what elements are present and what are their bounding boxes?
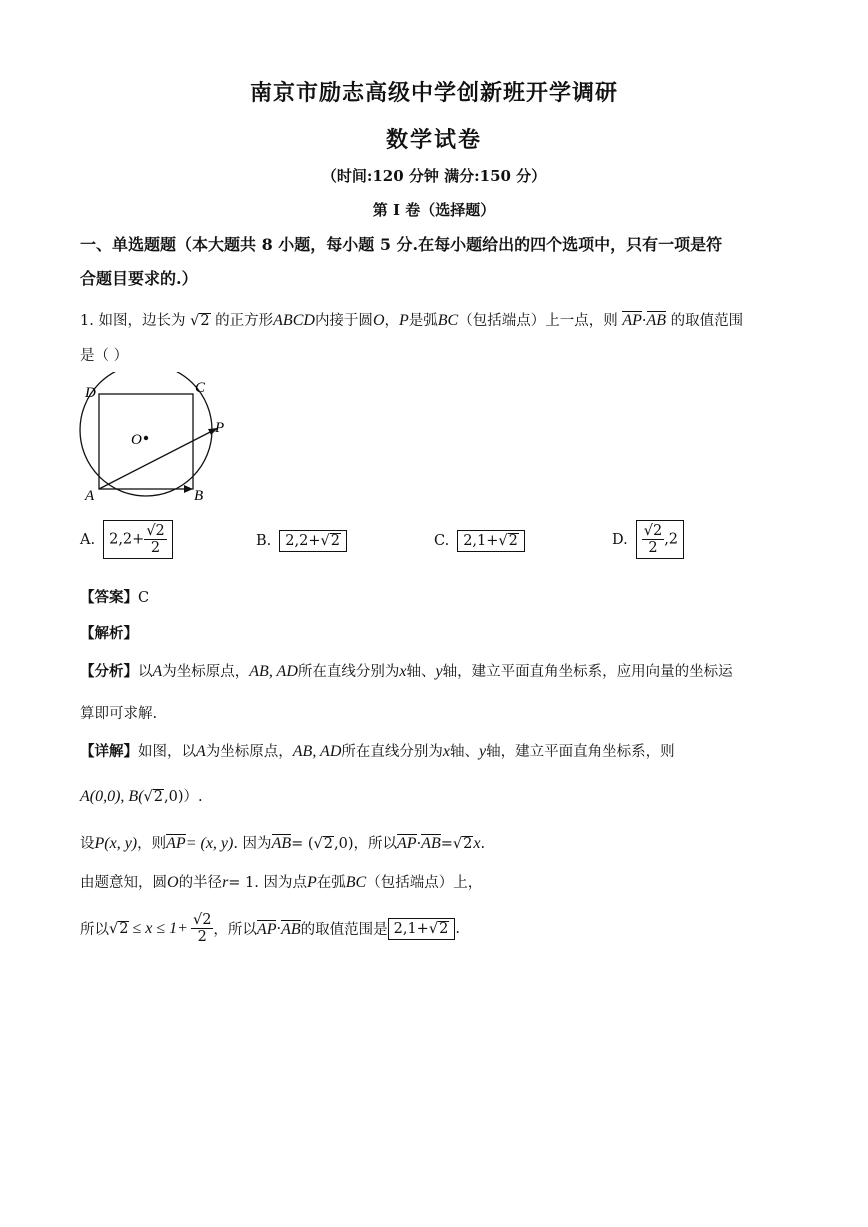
xiangjie-line1: 【详解】如图，以A为坐标原点，AB, AD所在直线分别为x轴、y轴，建立平面直角坐标系，则: [80, 743, 675, 760]
square-abcd: [99, 394, 193, 489]
label-o: O: [131, 432, 142, 448]
fenxi-line2: 算即可求解.: [80, 706, 158, 722]
arrowhead-b: [184, 485, 193, 493]
circle-o: [80, 372, 212, 496]
section-heading-line1: 一、单选题题（本大题共 8 小题，每小题 5 分.在每小题给出的四个选项中，只有一项是符: [80, 235, 723, 254]
circle-square-diagram: [76, 372, 246, 507]
vector-ab: AB: [646, 312, 667, 329]
analysis-label: 【解析】: [80, 625, 138, 642]
option-a[interactable]: A. 2,2+ $\frac{√2}{2}$: [80, 520, 173, 559]
exam-title: 南京市励志高级中学创新班开学调研: [249, 80, 618, 106]
exam-info: （时间:120 分钟 满分:150 分）: [321, 167, 547, 185]
xiangjie-coords: A(0,0), B(√2,0)）.: [80, 788, 203, 805]
label-p: P: [215, 420, 225, 436]
sqrt-2: 2: [200, 313, 210, 329]
label-a: A: [85, 488, 95, 504]
solution-final-line: 所以 √ 2 ≤ x ≤ 1+ $\frac{√2}{2}$ ，所以 AP · AB 的取值范围是 2,1+√2 .: [80, 912, 460, 945]
question-1-line1: 1. 如图，边长为 √2 的正方形ABCD内接于圆O，P是弧BC（包括端点）上一点，则 AP·AB 的取值范围: [80, 312, 744, 329]
section-heading-line2: 合题目要求的.）: [80, 269, 198, 288]
solution-set-line: 设P(x, y)，则AP= (x, y). 因为AB= (√2,0)，所以AP·AB=√2x.: [80, 835, 486, 852]
option-d[interactable]: D. $\frac{√2}{2}$ ,2: [612, 520, 684, 559]
vector-ap-line: [99, 428, 218, 489]
exam-subject: 数学试卷: [385, 127, 482, 153]
solution-radius-line: 由题意知，圆O的半径r= 1. 因为点P在弧BC（包括端点）上，: [80, 874, 483, 891]
label-c: C: [195, 380, 206, 396]
vector-ap: AP: [622, 312, 642, 329]
label-b: B: [194, 488, 204, 504]
center-dot: [144, 436, 148, 440]
fenxi-line1: 【分析】以A为坐标原点，AB, AD所在直线分别为x轴、y轴，建立平面直角坐标系，应用向量的坐标运: [80, 663, 733, 680]
label-d: D: [85, 385, 96, 401]
option-c[interactable]: C. 2,1+√2: [434, 530, 525, 552]
question-1-line2: 是（ ）: [80, 348, 129, 364]
answer-line: 【答案】C: [80, 589, 150, 606]
exam-part: 第 I 卷（选择题）: [372, 201, 496, 219]
option-b[interactable]: B. 2,2+√2: [256, 530, 347, 552]
